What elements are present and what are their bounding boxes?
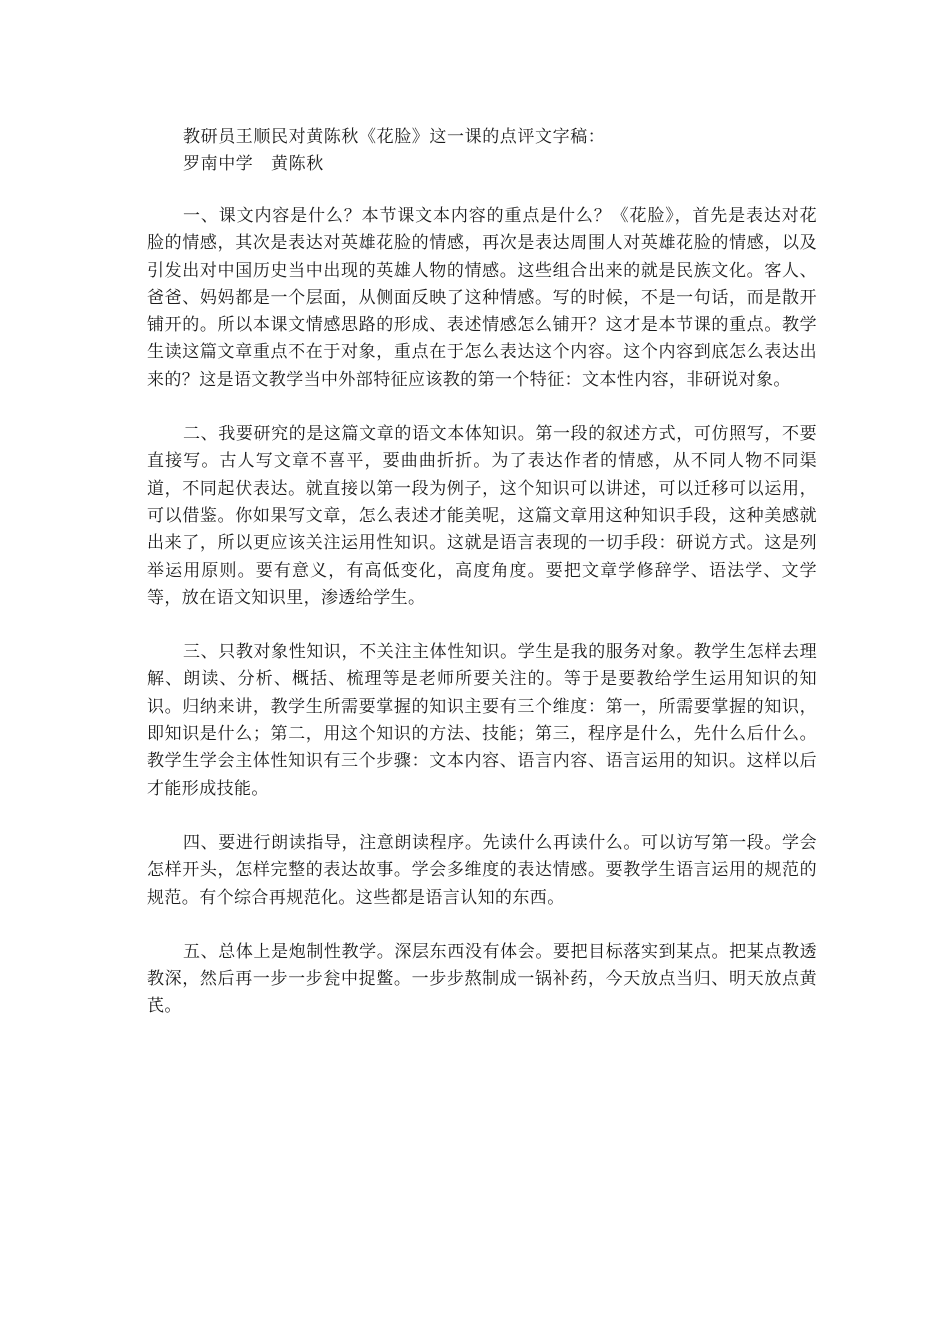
document-title: 教研员王顺民对黄陈秋《花脸》这一课的点评文字稿： — [183, 127, 606, 147]
document-header — [183, 124, 823, 178]
paragraph-3: 三、只教对象性知识，不关注主体性知识。学生是我的服务对象。教学生怎样去理解、朗读、分析、概括、梳理等是老师所要关注的。等于是要教给学生运用知识的知识。归纳来讲，教学生所需要掌握的知识主要有三个维度：第一，所需要掌握的知识，即知识是什么；第二，用这个知识的方法、技能；第三，程序是什么，先什么后什么。教学生学会主体性知识有三个步骤：文本内容、语言内容、语言运用的知识。这样以后才能形成技能。 — [147, 642, 817, 799]
paragraph-4: 四、要进行朗读指导，注意朗读程序。先读什么再读什么。可以访写第一段。学会怎样开头，怎样完整的表达故事。学会多维度的表达情感。要教学生语言运用的规范的规范。有个综合再规范化。这些都是语言认知的东西。 — [147, 832, 817, 908]
paragraph-5: 五、总体上是炮制性教学。深层东西没有体会。要把目标落实到某点。把某点教透教深，然后再一步一步瓮中捉鳖。一步步熬制成一锅补药，今天放点当归、明天放点黄芪。 — [147, 941, 817, 1017]
document-body — [147, 203, 817, 1048]
document-author: 罗南中学 黄陈秋 — [183, 154, 324, 174]
paragraph-2: 二、我要研究的是这篇文章的语文本体知识。第一段的叙述方式，可仿照写，不要直接写。古人写文章不喜平，要曲曲折折。为了表达作者的情感，从不同人物不同渠道，不同起伏表达。就直接以第一段为例子，这个知识可以讲述，可以迁移可以运用，可以借鉴。你如果写文章，怎么表述才能美呢，这篇文章用这种知识手段，这种美感就出来了，所以更应该关注运用性知识。这就是语言表现的一切手段：研说方式。这是列举运用原则。要有意义，有高低变化，高度角度。要把文章学修辞学、语法学、文学等，放在语文知识里，渗透给学生。 — [147, 424, 817, 608]
paragraph-1: 一、课文内容是什么？本节课文本内容的重点是什么？《花脸》，首先是表达对花脸的情感，其次是表达对英雄花脸的情感，再次是表达周围人对英雄花脸的情感，以及引发出对中国历史当中出现的英雄人物的情感。这些组合出来的就是民族文化。客人、爸爸、妈妈都是一个层面，从侧面反映了这种情感。写的时候，不是一句话，而是散开铺开的。所以本课文情感思路的形成、表述情感怎么铺开？这才是本节课的重点。教学生读这篇文章重点不在于对象，重点在于怎么表达这个内容。这个内容到底怎么表达出来的？这是语文教学当中外部特征应该教的第一个特征：文本性内容，非研说对象。 — [147, 206, 817, 390]
